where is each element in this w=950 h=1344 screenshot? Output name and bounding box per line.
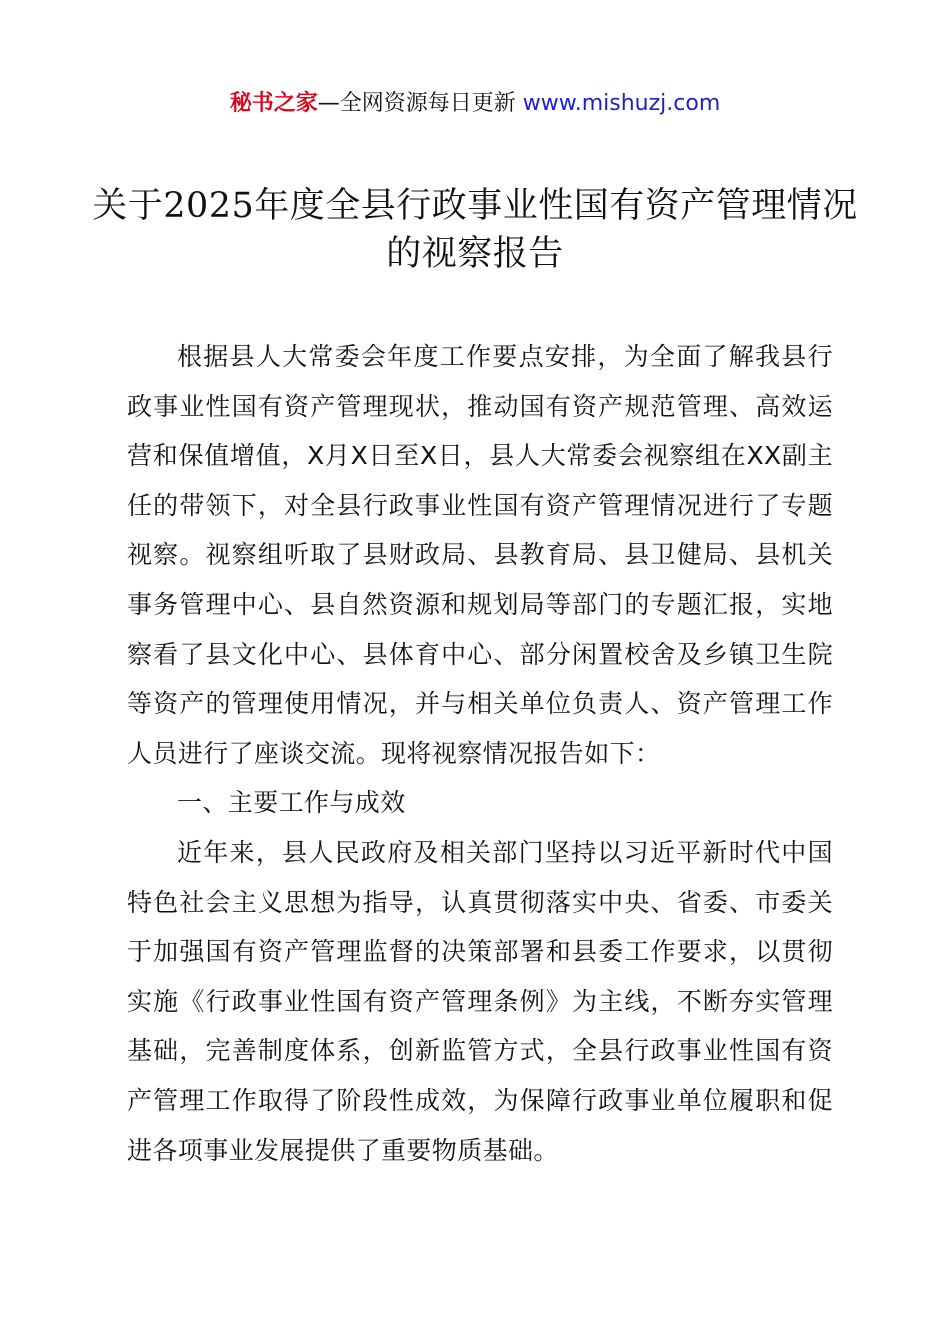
site-url-link[interactable]: www.mishuzj.com (522, 91, 721, 116)
document-title: 关于2025年度全县行政事业性国有资产管理情况的视察报告 (92, 186, 858, 274)
brand-name: 秘书之家 (229, 91, 318, 116)
site-banner (0, 88, 950, 120)
section-paragraph: 近年来，县人民政府及相关部门坚持以习近平新时代中国特色社会主义思想为指导，认真贯彻落实中央、省委、市委关于加强国有资产管理监督的决策部署和县委工作要求，以贯彻实施《行政事业性国有资产管理条例》为主线，不断夯实管理基础，完善制度体系，创新监管方式，全县行政事业性国有资产管理工作取得了阶段性成效，为保障行政事业单位履职和促进各项事业发展提供了重要物质基础。 (127, 837, 833, 1165)
section-heading: 一、主要工作与成效 (177, 788, 406, 818)
intro-paragraph: 根据县人大常委会年度工作要点安排，为全面了解我县行政事业性国有资产管理现状，推动国有资产规范管理、高效运营和保值增值，X月X日至X日，县人大常委会视察组在XX副主任的带领下，对全县行政事业性国有资产管理情况进行了专题视察。视察组听取了县财政局、县教育局、县卫健局、县机关事务管理中心、县自然资源和规划局等部门的专题汇报，实地察看了县文化中心、县体育中心、部分闲置校舍及乡镇卫生院等资产的管理使用情况，并与相关单位负责人、资产管理工作人员进行了座谈交流。现将视察情况报告如下： (127, 342, 833, 768)
banner-tagline: —全网资源每日更新 (317, 91, 516, 116)
document-body (127, 332, 833, 1175)
